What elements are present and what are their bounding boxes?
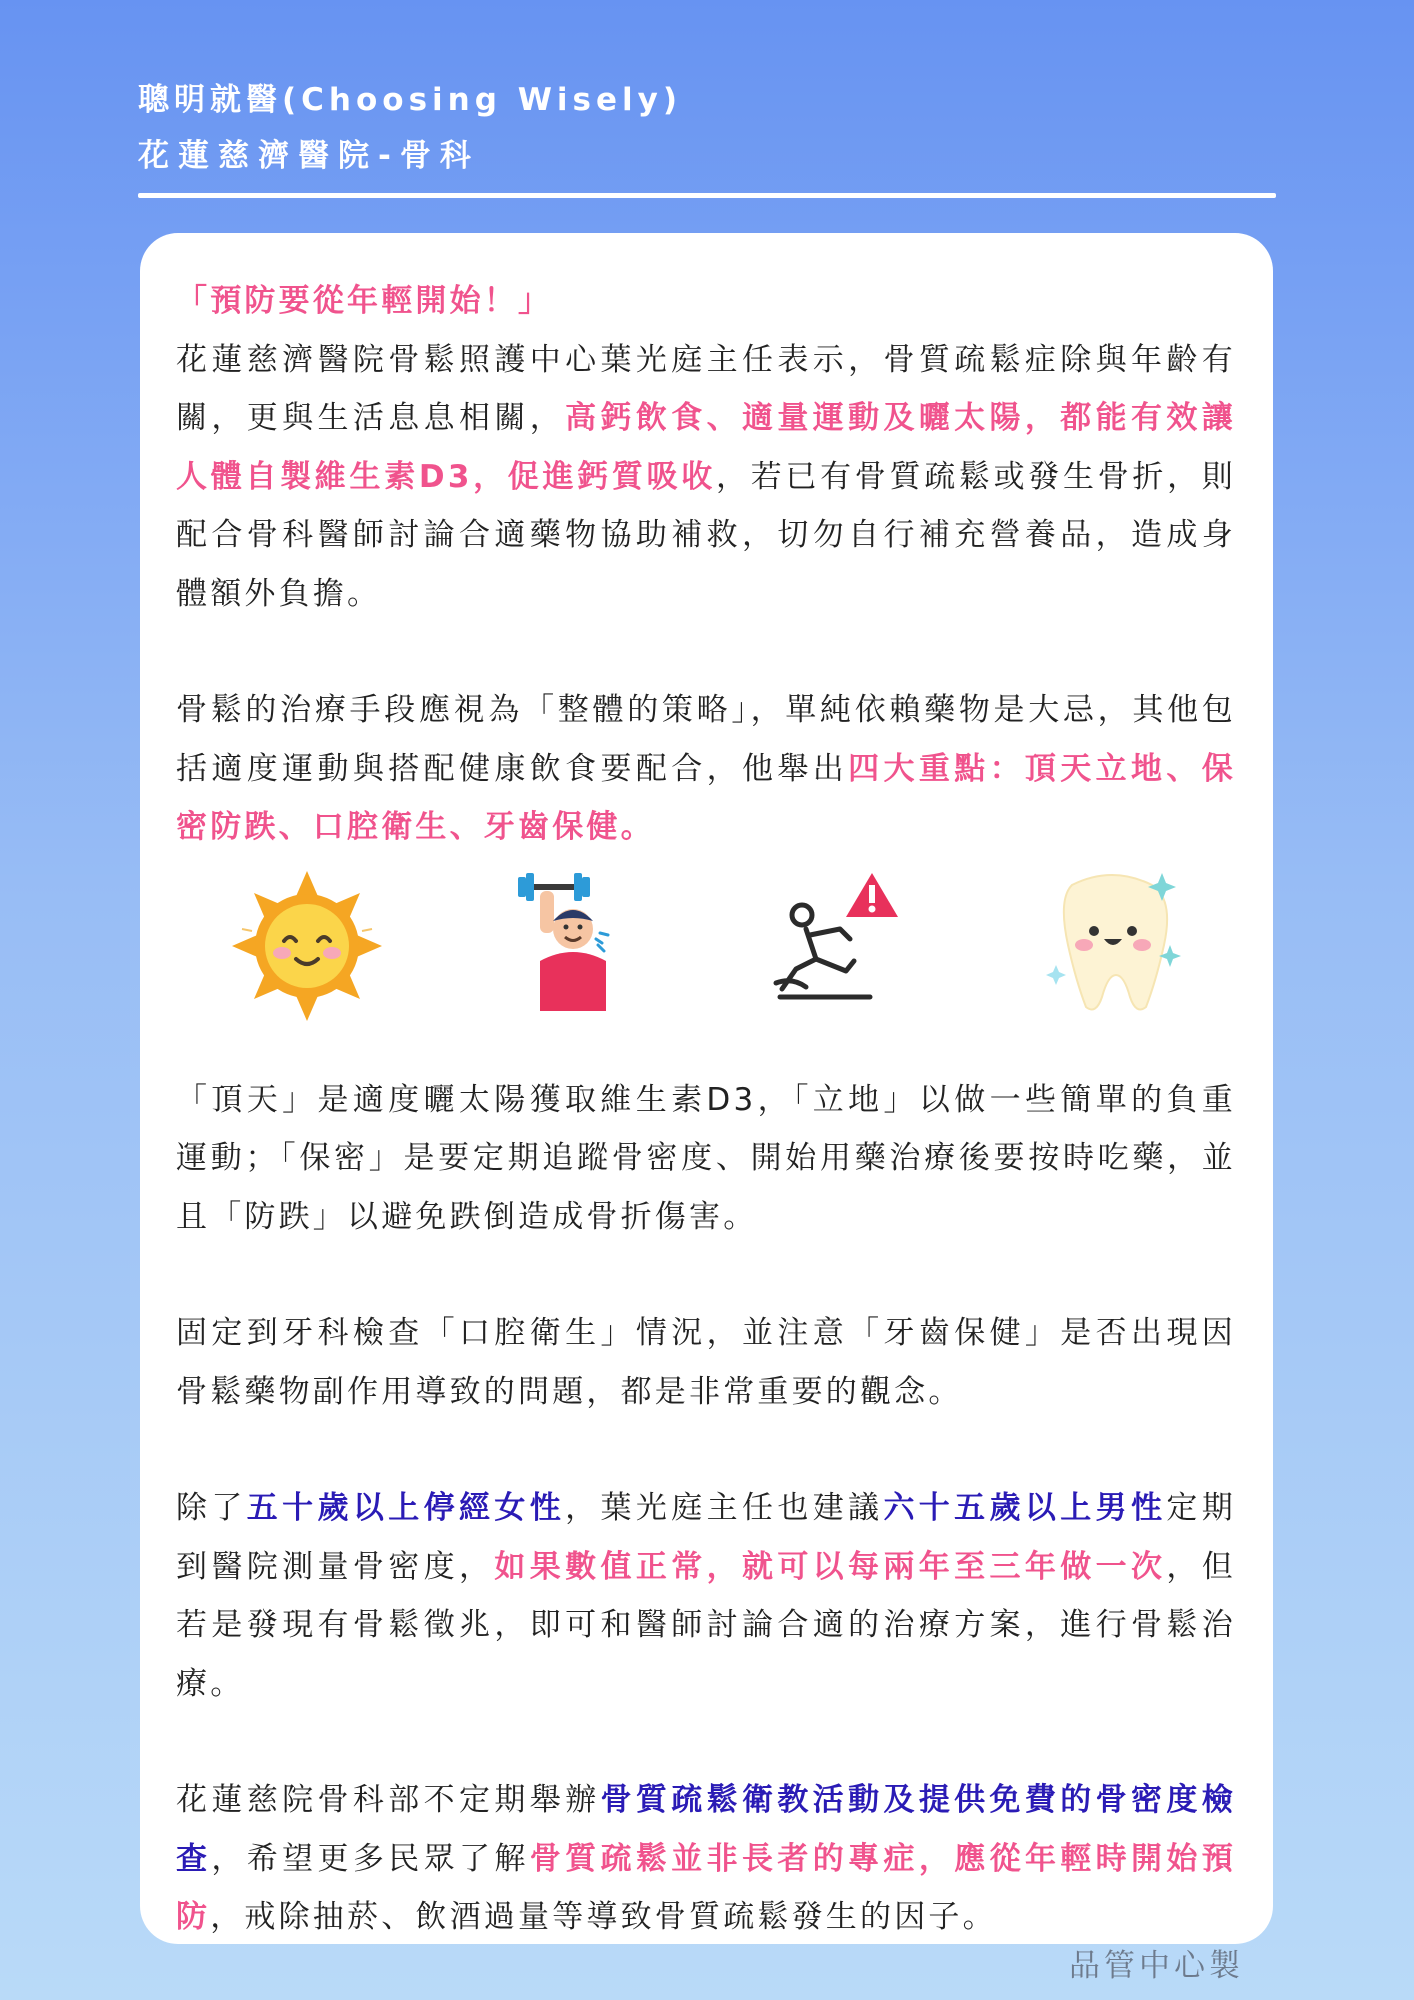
header-subtitle: 花蓮慈濟醫院-骨科 <box>138 138 480 174</box>
text-run: 骨鬆的治療手段應視為「整體的策略」，單純依賴藥物是大忌，其他包括適度運動與搭配健康飲食要配合，他舉出 <box>176 692 1236 787</box>
header-divider <box>138 193 1276 198</box>
paragraph-5 <box>176 1479 1236 1713</box>
highlight-pink: 如果數值正常，就可以每兩年至三年做一次 <box>494 1548 1167 1585</box>
fall-warning-icon <box>772 871 912 1011</box>
highlight-blue: 六十五歲以上男性 <box>883 1490 1167 1526</box>
footer-credit: 品管中心製 <box>1069 1948 1244 1984</box>
paragraph-3 <box>176 1071 1236 1247</box>
paragraph-2 <box>176 681 1236 857</box>
text-run: 花蓮慈院骨科部不定期舉辦 <box>176 1782 601 1818</box>
highlight-pink: 骨質疏鬆並非長者的專症，應從年輕時開始預防 <box>176 1840 1236 1935</box>
text-run: 除了 <box>176 1490 247 1526</box>
spacer <box>176 1713 1236 1771</box>
text-run: ，若已有骨質疏鬆或發生骨折，則配合骨科醫師討論合適藥物協助補救，切勿自行補充營養品，造成身體額外負擔。 <box>176 458 1236 612</box>
text-run: 花蓮慈濟醫院骨鬆照護中心葉光庭主任表示，骨質疏鬆症除與年齡有關，更與生活息息相關， <box>176 341 1236 436</box>
tooth-icon <box>1042 865 1192 1015</box>
text-run: ，但若是發現有骨鬆徵兆，即可和醫師討論合適的治療方案，進行骨鬆治療。 <box>176 1548 1236 1702</box>
highlight-blue: 骨質疏鬆衛教活動及提供免費的骨密度檢查 <box>176 1782 1236 1877</box>
spacer <box>176 1246 1236 1304</box>
text-run: 定期到醫院測量骨密度， <box>176 1490 1236 1585</box>
spacer <box>176 1421 1236 1479</box>
article-title: 「預防要從年輕開始！」 <box>176 283 553 319</box>
text-run: ，戒除抽菸、飲酒過量等導致骨質疏鬆發生的因子。 <box>210 1899 997 1935</box>
text-run: ，葉光庭主任也建議 <box>565 1490 884 1526</box>
icon-row <box>176 865 1236 1065</box>
weightlifting-icon <box>518 871 618 1011</box>
highlight-blue: 五十歲以上停經女性 <box>246 1490 566 1526</box>
text-run: ，希望更多民眾了解 <box>211 1840 530 1877</box>
paragraph-1 <box>176 331 1236 624</box>
sun-icon <box>232 871 382 1021</box>
highlight-pink: 高鈣飲食、適量運動及曬太陽，都能有效讓人體自製維生素D3，促進鈣質吸收 <box>176 400 1236 495</box>
text-run: 固定到牙科檢查「口腔衛生」情況，並注意「牙齒保健」是否出現因骨鬆藥物副作用導致的問題，都是非常重要的觀念。 <box>176 1315 1236 1410</box>
page-header <box>138 78 682 178</box>
paragraph-6 <box>176 1771 1236 1947</box>
highlight-pink: 四大重點：頂天立地、保密防跌、口腔衛生、牙齒保健。 <box>176 750 1236 845</box>
spacer <box>176 623 1236 681</box>
text-run: 「頂天」是適度曬太陽獲取維生素D3，「立地」以做一些簡單的負重運動；「保密」是要定期追蹤骨密度、開始用藥治療後要按時吃藥，並且「防跌」以避免跌倒造成骨折傷害。 <box>176 1081 1236 1235</box>
article-body <box>176 272 1236 1947</box>
header-title: 聰明就醫(Choosing Wisely) <box>138 82 683 118</box>
paragraph-4 <box>176 1304 1236 1421</box>
